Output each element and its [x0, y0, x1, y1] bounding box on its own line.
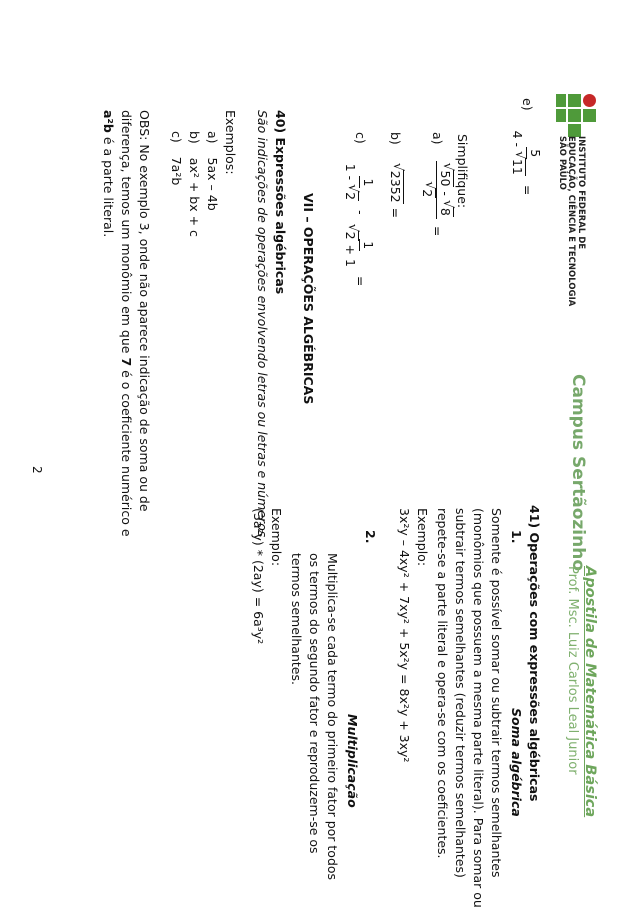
- institute-line: SÃO PAULO: [557, 136, 568, 190]
- denominator: [343, 222, 359, 269]
- fraction: [343, 222, 376, 269]
- equals: =: [353, 275, 368, 287]
- radical: [343, 224, 358, 241]
- den-suffix: + 1: [343, 240, 358, 267]
- page-number: 2: [30, 466, 44, 474]
- subsection-title: Multiplicação: [345, 714, 360, 808]
- institute-line: INSTITUTO FEDERAL DE: [577, 136, 587, 250]
- exercise-c: [343, 132, 376, 286]
- radical-sign: √: [512, 150, 527, 160]
- subsection-number: 1.: [509, 530, 524, 544]
- radicand: 2: [343, 231, 358, 240]
- campus-name: Campus Sertãozinho: [568, 374, 588, 572]
- denominator: [343, 162, 359, 203]
- exemplos-label: Exemplos:: [223, 110, 238, 175]
- section-41-title: 41) Operações com expressões algébricas: [527, 505, 542, 802]
- obs-bold: 7: [119, 357, 134, 367]
- mult-paragraph-line: termos semelhantes.: [289, 553, 304, 685]
- apostila-title: Apostila de Matemática Básica: [582, 566, 598, 818]
- exemplo-expression: (3a²y) * (2ay) = 6a³y²: [251, 508, 266, 645]
- logo-square: [568, 94, 581, 107]
- soma-paragraph-line: (monômios que possuem a mesma parte literal). Para somar ou: [471, 508, 486, 908]
- fraction: [510, 129, 543, 178]
- radical: [438, 163, 453, 188]
- soma-paragraph-line: subtrair termos semelhantes (reduzir termos semelhantes): [453, 508, 468, 878]
- simplifique-label: Simplifique:: [455, 134, 470, 209]
- fraction: [343, 162, 376, 203]
- item-label: e): [520, 98, 535, 111]
- numerator: 1: [361, 178, 376, 187]
- mult-paragraph-line: os termos do segundo fator e reproduzem-se os: [307, 553, 322, 854]
- numerator: 5: [528, 149, 543, 158]
- radical-sign: √: [345, 223, 360, 232]
- soma-paragraph-line: repete-se a parte literal e opera-se com os coeficientes.: [435, 508, 450, 859]
- equals: =: [430, 225, 445, 237]
- equals: =: [388, 207, 403, 219]
- example-expression: ax² + bx + c: [187, 157, 202, 237]
- numerator: 1: [361, 241, 376, 250]
- radical-sign: √: [440, 162, 455, 171]
- subsection-number: 2.: [363, 530, 378, 544]
- exemplo-label: Exemplo:: [415, 508, 430, 567]
- obs-bold: a²b: [101, 110, 116, 133]
- radicand: 2: [420, 189, 435, 198]
- exemplo-label: Exemplo:: [269, 508, 284, 567]
- operator: -: [438, 187, 453, 200]
- exercise-e: [510, 98, 543, 195]
- radicand: 50: [438, 170, 453, 187]
- logo-square: [583, 109, 596, 122]
- item-label: b): [388, 132, 403, 145]
- exemplo-expression: 3x²y – 4xy² + 7xy² + 5x²y = 8x²y + 3xy²: [397, 508, 412, 763]
- example-label: a): [205, 131, 220, 144]
- radicand: 8: [438, 207, 453, 216]
- numerator: [436, 161, 453, 219]
- radicand: 11: [510, 158, 525, 175]
- example-label: b): [187, 131, 202, 144]
- section-heading: VII – OPERAÇÕES ALGÉBRICAS: [301, 193, 316, 405]
- radical-sign: √: [345, 184, 360, 193]
- obs-text: é a parte literal.: [101, 132, 116, 238]
- radical: [438, 200, 453, 217]
- den-prefix: 1 -: [343, 163, 358, 185]
- radical-sign: √: [440, 199, 455, 209]
- logo-red-dot: [583, 94, 596, 107]
- radical: [388, 163, 403, 204]
- radical-sign: √: [390, 162, 405, 172]
- example-item: [205, 131, 220, 211]
- logo-square: [568, 109, 581, 122]
- example-item: [187, 131, 202, 237]
- radical: [510, 151, 525, 176]
- obs-text: é o coeficiente numérico e: [119, 366, 134, 537]
- radical-sign: √: [422, 181, 437, 190]
- item-label: c): [353, 132, 368, 144]
- radicand: 2: [343, 192, 358, 201]
- item-label: a): [430, 132, 445, 145]
- soma-paragraph-line: Somente é possível somar ou subtrair termos semelhantes: [489, 508, 504, 878]
- logo-square: [556, 94, 566, 107]
- den-prefix: 4 -: [510, 130, 525, 151]
- example-expression: 7a²b: [169, 156, 184, 186]
- professor-name: Prof. Msc. Luiz Carlos Leal Junior: [565, 566, 580, 775]
- section-40-description: São indicações de operações envolvendo letras ou letras e números.: [255, 110, 270, 542]
- section-40-title: 40) Expressões algébricas: [273, 110, 288, 295]
- radical: [420, 181, 435, 198]
- denominator: [420, 179, 436, 200]
- fraction: [420, 161, 453, 219]
- subsection-title: Soma algébrica: [509, 708, 524, 817]
- exercise-a: [420, 132, 453, 236]
- institute-line: EDUCAÇÃO, CIÊNCIA E TECNOLOGIA: [567, 136, 578, 307]
- logo-square: [556, 109, 566, 122]
- exercise-b: [388, 132, 403, 218]
- radicand: 2352: [388, 170, 403, 203]
- example-expression: 5ax – 4b: [205, 157, 220, 211]
- mult-paragraph-line: Multiplica-se cada termo do primeiro fator por todos: [325, 553, 340, 881]
- obs-line: OBS: No exemplo 3, onde não aparece indicação de soma ou de: [137, 110, 152, 512]
- example-item: [169, 131, 184, 185]
- institute-name: [557, 136, 586, 306]
- denominator: [510, 129, 526, 178]
- radical: [343, 184, 358, 201]
- operator: -: [353, 210, 368, 219]
- obs-line: [119, 110, 134, 537]
- example-label: c): [169, 131, 184, 143]
- equals: =: [520, 184, 535, 196]
- obs-line: [101, 110, 116, 237]
- obs-text: diferença, temos um monômio em que: [119, 110, 134, 358]
